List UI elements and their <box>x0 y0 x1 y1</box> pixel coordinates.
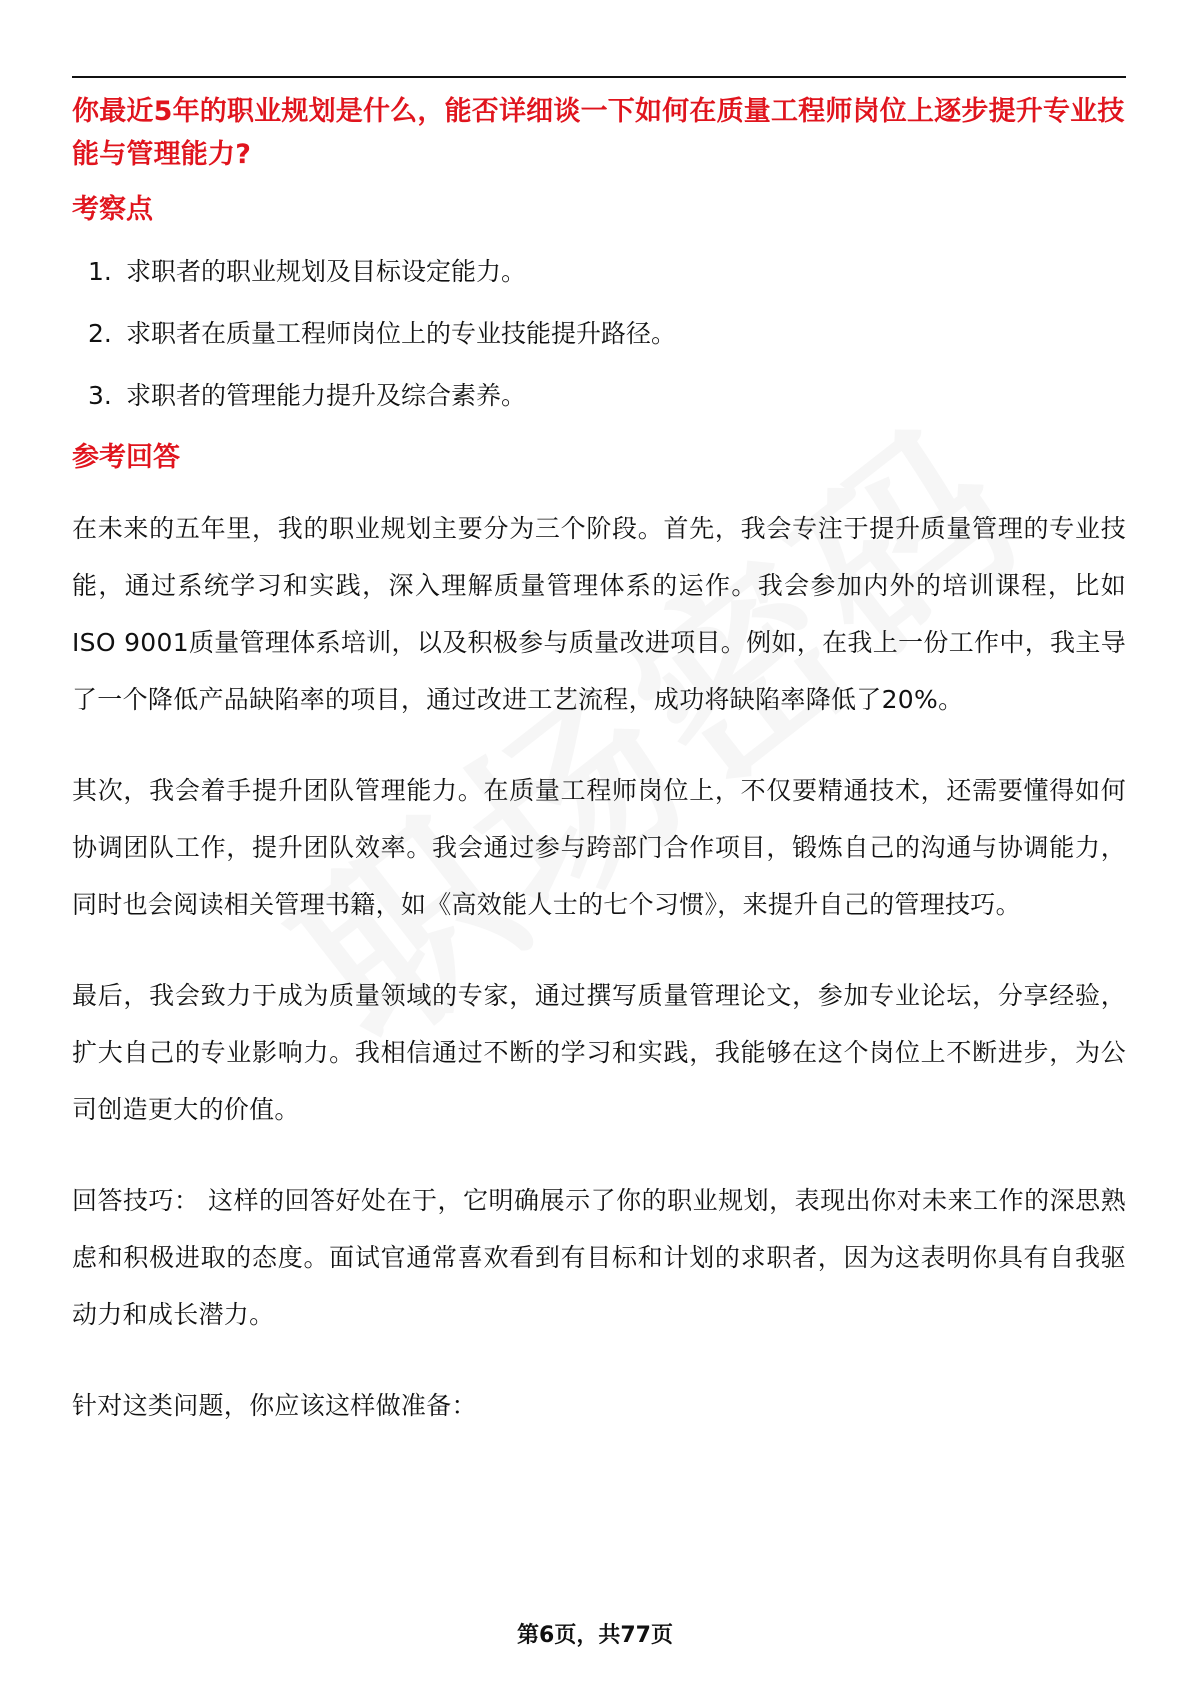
answer-tips-paragraph: 回答技巧： 这样的回答好处在于，它明确展示了你的职业规划，表现出你对未来工作的深思熟虑和积极进取的态度。面试官通常喜欢看到有目标和计划的求职者，因为这表明你具有自我驱动力和成长潜力。 <box>72 1186 1126 1329</box>
points-list <box>72 252 1126 416</box>
preparation-intro: 针对这类问题，你应该这样做准备： <box>72 1391 477 1420</box>
list-item <box>72 252 1126 292</box>
top-divider <box>72 76 1126 78</box>
list-number: 2. <box>88 319 112 348</box>
question-heading: 你最近5年的职业规划是什么，能否详细谈一下如何在质量工程师岗位上逐步提升专业技能与管理能力? <box>72 96 1125 170</box>
content <box>72 90 1126 1434</box>
answer-paragraph-2: 其次，我会着手提升团队管理能力。在质量工程师岗位上，不仅要精通技术，还需要懂得如何协调团队工作，提升团队效率。我会通过参与跨部门合作项目，锻炼自己的沟通与协调能力，同时也会阅读相关管理书籍，如《高效能人士的七个习惯》，来提升自己的管理技巧。 <box>72 776 1126 919</box>
list-number: 1. <box>88 257 112 286</box>
answer-paragraph-3: 最后，我会致力于成为质量领域的专家，通过撰写质量管理论文，参加专业论坛，分享经验，扩大自己的专业影响力。我相信通过不断的学习和实践，我能够在这个岗位上不断进步，为公司创造更大的价值。 <box>72 981 1126 1124</box>
list-item <box>72 314 1126 354</box>
section-title-answer: 参考回答 <box>72 442 180 473</box>
answer-paragraph-1: 在未来的五年里，我的职业规划主要分为三个阶段。首先，我会专注于提升质量管理的专业技能，通过系统学习和实践，深入理解质量管理体系的运作。我会参加内外的培训课程，比如ISO 9001质量管理体系培训，以及积极参与质量改进项目。例如，在我上一份工作中，我主导了一个降低产品缺陷率的项目，通过改进工艺流程，成功将缺陷率降低了20%。 <box>72 514 1126 714</box>
list-item-text: 求职者的职业规划及目标设定能力。 <box>126 257 527 286</box>
list-number: 3. <box>88 381 112 410</box>
list-item-text: 求职者的管理能力提升及综合素养。 <box>126 381 527 410</box>
list-item <box>72 376 1126 416</box>
page-number-footer: 第6页，共77页 <box>517 1623 673 1648</box>
section-title-points: 考察点 <box>72 194 153 225</box>
list-item-text: 求职者在质量工程师岗位上的专业技能提升路径。 <box>126 319 677 348</box>
